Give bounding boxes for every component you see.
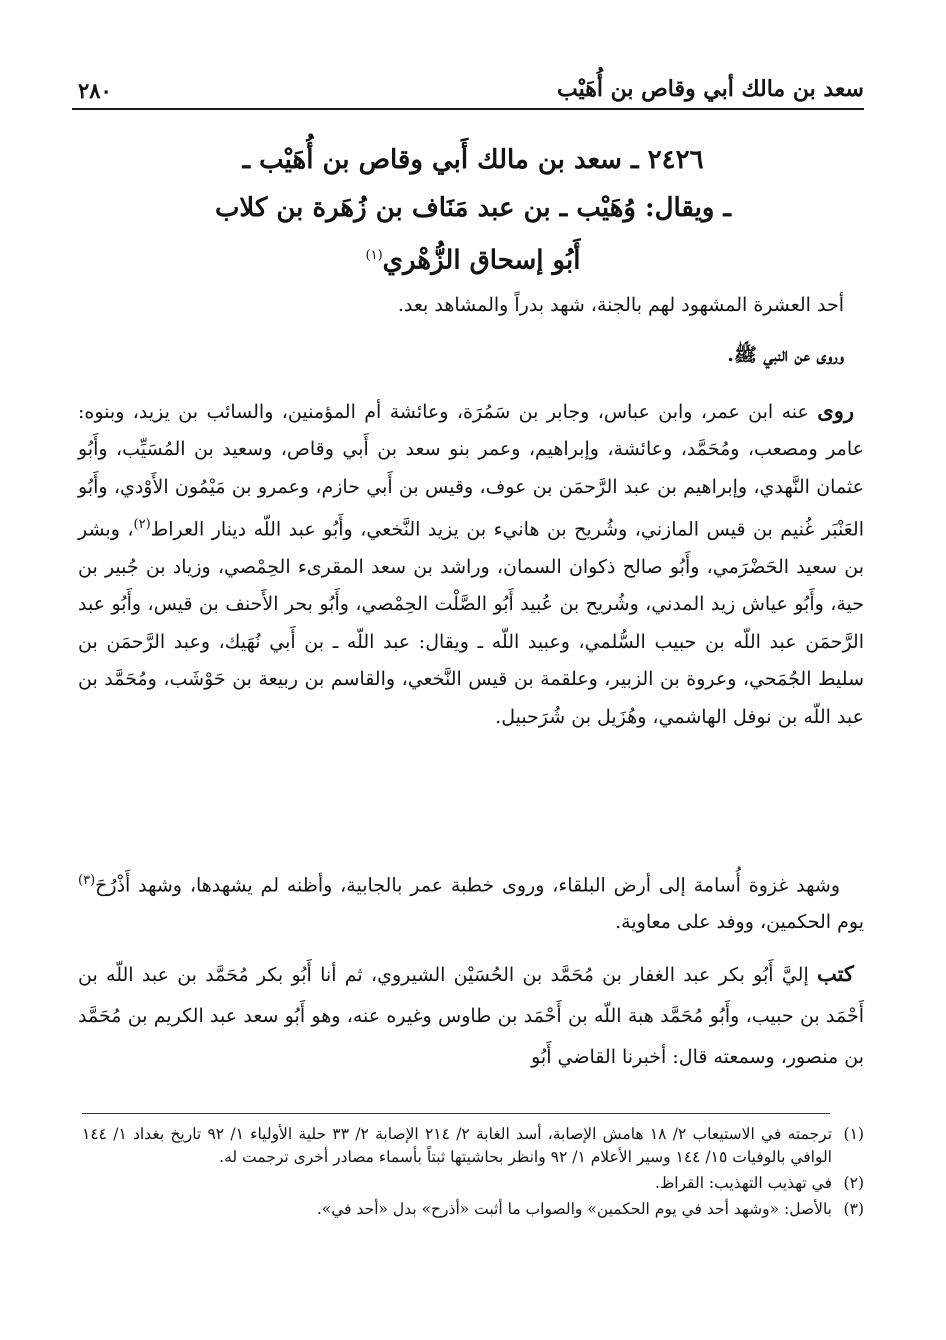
running-header <box>72 66 864 110</box>
narrators-lead-word: روى <box>817 398 854 423</box>
footnote-text: بالأصل: «وشهد أحد في يوم الحكمين» والصواب ما أثبت «أذرح» بدل «أحد في». <box>316 1200 832 1218</box>
isnad-lead-word: كتب <box>817 961 854 986</box>
isnad-paragraph <box>78 953 864 1078</box>
entry-heading-line-1: ٢٤٢٦ ـ سعد بن مالك أَبي وقاص بن أُهَيْب ـ <box>242 145 704 175</box>
narrators-text-continued: ، وبشر بن سعيد الحَضْرَمي، وأَبُو صالح ذكوان السمان، وراشد بن سعد المقرىء الحِمْصي، وزياد بن جُبير بن حية، وأَبُو عياش زيد المدني، وشُريح بن عُبيد أَبُو الصَّلْت الحِمْصي، وأَبُو بحر الأَحنف بن قيس، وأَبُو عبد الرَّحمَن عبد اللّه بن حبيب السُّلمي، وعبيد اللّه ـ ويقال: عبد اللّه ـ بن أَبي نُهَيك، وعبد الرَّحمَن بن سليط الجُمَحي، وعروة بن الزبير، وعلقمة بن قيس النَّخعي، والقاسم بن ربيعة بن حَوْشَب، ومُحَمَّد بن عبد اللّه بن نوفل الهاشمي، وهُزَيل بن شُرَحبيل. <box>78 518 864 728</box>
footnote-text: في تهذيب التهذيب: القراظ. <box>655 1174 832 1192</box>
battles-paragraph <box>78 862 864 941</box>
narrated-from-paragraph: وروى عن النبي ﷺ. <box>727 344 844 366</box>
battles-text-continued: يوم الحكمين، ووفد على معاوية. <box>615 911 864 934</box>
footnote-1 <box>82 1123 864 1169</box>
footnote-number: (١) <box>843 1125 864 1143</box>
footnotes-section <box>82 1123 864 1224</box>
entry-heading-kunya: أَبُو إسحاق الزُّهْري <box>382 245 581 276</box>
footnote-ref-2[interactable]: (٢) <box>133 517 151 533</box>
entry-heading-line-2: ـ ويقال: وُهَيْب ـ بن عبد مَنَاف بن زُهَرة بن كلاب <box>214 193 732 223</box>
footnote-divider <box>82 1113 830 1114</box>
entry-heading-line-3 <box>100 232 846 285</box>
running-title: سعد بن مالك أبي وقاص بن أُهَيْب <box>557 76 864 102</box>
entry-heading <box>100 136 846 285</box>
page-number: ٢٨٠ <box>78 78 112 103</box>
footnote-ref-1[interactable]: (١) <box>365 248 383 263</box>
intro-paragraph: أحد العشرة المشهود لهم بالجنة، شهد بدراً والمشاهد بعد. <box>397 294 844 316</box>
footnote-3 <box>82 1198 864 1221</box>
narrators-paragraph <box>78 392 864 736</box>
isnad-text: إليَّ أَبُو بكر عبد الغفار بن مُحَمَّد بن الحُسَيْن الشيروي، ثم أنا أَبُو بكر مُحَمَّد بن عبد اللّه بن أَحْمَد بن حبيب، وأَبُو مُحَمَّد هبة اللّه بن أَحْمَد بن طاوس وغيره عنه، وهو أَبُو سعد عبد الكريم بن مُحَمَّد بن منصور، وسمعته قال: أخبرنا القاضي أَبُو <box>78 964 864 1068</box>
footnote-number: (٣) <box>843 1200 864 1218</box>
footnote-text: ترجمته في الاستيعاب ٢/ ١٨ هامش الإصابة، أسد الغابة ٢/ ٢١٤ الإصابة ٢/ ٣٣ حلية الأولياء ١/ ٩٢ تاريخ بغداد ١/ ١٤٤ الوافي بالوفيات ١٥/ ١٤٤ وسير الأعلام ١/ ٩٢ وانظر بحاشيتها ثبتاً بأسماء مصادر أخرى ترجمت له. <box>82 1125 833 1166</box>
footnote-2 <box>82 1172 864 1195</box>
footnote-number: (٢) <box>843 1174 864 1192</box>
footnote-ref-3[interactable]: (٣) <box>78 873 96 888</box>
battles-text: وشهد غزوة أُسامة إلى أرض البلقاء، وروى خطبة عمر بالجابية، وأظنه لم يشهدها، وشهد أَذْرُحَ <box>95 874 840 897</box>
narrators-text: عنه ابن عمر، وابن عباس، وجابر بن سَمُرَة، وعائشة أم المؤمنين، والسائب بن يزيد، وبنوه: عامر ومصعب، ومُحَمَّد، وعائشة، وإبراهيم، وعمر بنو سعد بن أَبي وقاص، وسعيد بن المُسَيِّب، وأَبُو عثمان النَّهدي، وإبراهيم بن عبد الرَّحمَن بن عوف، وقيس بن أَبي حازم، وعمرو بن مَيْمُون الأَوْدي، وأَبُو العَنْبَر غُنيم بن قيس المازني، وشُريح بن هانيء بن يزيد النَّخعي، وأَبُو عبد اللّه دينار العراط <box>78 401 864 541</box>
